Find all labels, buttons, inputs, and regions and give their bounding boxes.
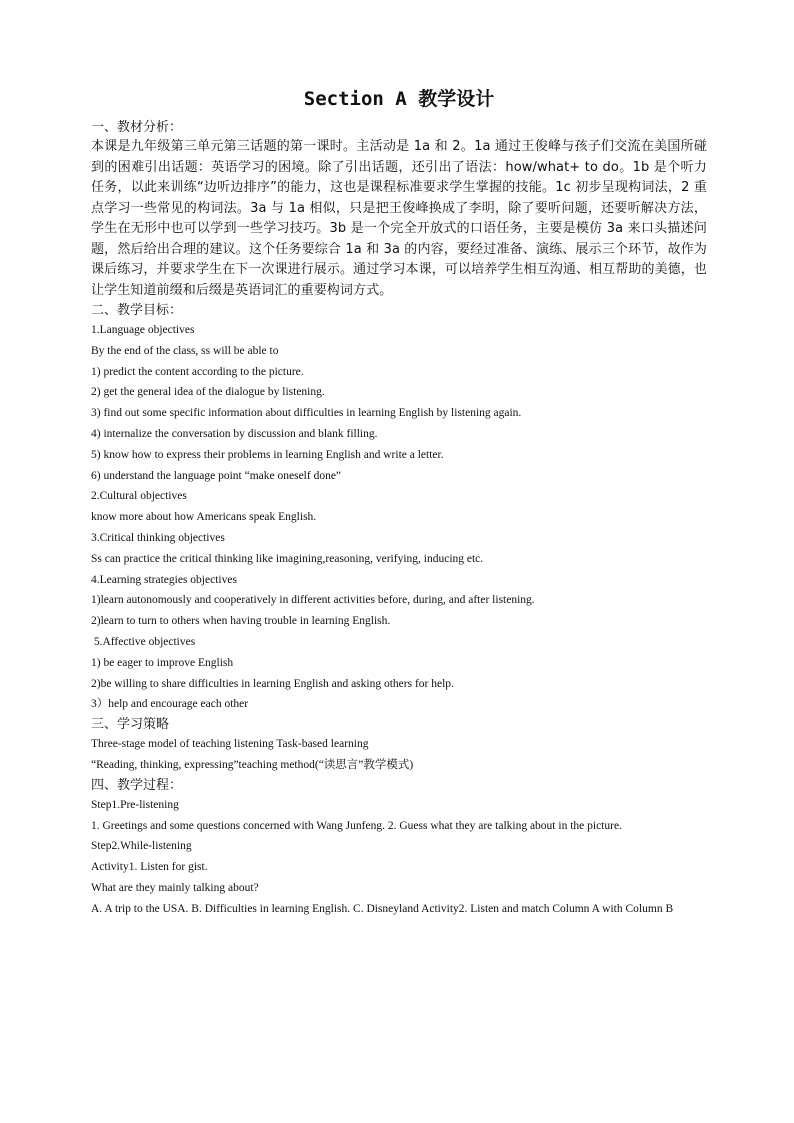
objective-line: 2)learn to turn to others when having trouble in learning English. bbox=[91, 615, 391, 628]
title-en: Section A bbox=[303, 88, 407, 110]
objective-line: 3) find out some specific information about difficulties in learning English by listening again. bbox=[91, 407, 522, 420]
analysis-paragraph: 本课是九年级第三单元第三话题的第一课时。主活动是 1a 和 2。1a 通过王俊峰与孩子们交流在美国所碰到的困难引出话题：英语学习的困境。除了引出话题，还引出了语法：how/what+ to do。1b 是个听力任务，以此来训练“边听边排序”的能力，这也是课程标准要求学生掌握的技能。1c 初步呈现构词法，2 重点学习一些常见的构词法。3a 与 1a 相似，只是把王俊峰换成了李明，除了要听问题，还要听解决方法，学生在无形中也可以学到一些学习技巧。3b 是一个完全开放式的口语任务，主要是模仿 3a 来口头描述问题，然后给出合理的建议。这个任务要综合 1a 和 3a 的内容，要经过准备、演练、展示三个环节，故作为课后练习，并要求学生在下一次课进行展示。通过学习本课，可以培养学生相互沟通、相互帮助的美德，也让学生知道前缀和后缀是英语词汇的重要构词方式。 bbox=[91, 139, 707, 298]
process-line: What are they mainly talking about? bbox=[91, 881, 259, 894]
objective-line: 2.Cultural objectives bbox=[91, 490, 187, 503]
objective-line: 4.Learning strategies objectives bbox=[91, 573, 237, 586]
process-line: Step1.Pre-listening bbox=[91, 798, 179, 811]
page-title bbox=[91, 88, 707, 110]
objective-line: Ss can practice the critical thinking like imagining,reasoning, verifying, inducing etc. bbox=[91, 552, 484, 565]
objective-line: 1) be eager to improve English bbox=[91, 656, 234, 669]
objective-line: 1)learn autonomously and cooperatively in different activities before, during, and after listening. bbox=[91, 594, 535, 607]
objective-line: 3.Critical thinking objectives bbox=[91, 531, 225, 544]
strategy-line: “Reading, thinking, expressing”teaching method(“读思言”教学模式) bbox=[91, 758, 414, 771]
objective-line: 5.Affective objectives bbox=[91, 635, 196, 648]
objective-line: 2)be willing to share difficulties in learning English and asking others for help. bbox=[91, 677, 454, 690]
objective-line: 6) understand the language point “make oneself done” bbox=[91, 469, 342, 482]
strategy-line: Three-stage model of teaching listening Task-based learning bbox=[91, 738, 369, 751]
objective-line: know more about how Americans speak English. bbox=[91, 511, 317, 524]
objective-line: 4) internalize the conversation by discussion and blank filling. bbox=[91, 427, 378, 440]
objective-line: 3）help and encourage each other bbox=[91, 698, 249, 711]
objective-line: 5) know how to express their problems in learning English and write a letter. bbox=[91, 448, 444, 461]
title-zh: 教学设计 bbox=[418, 88, 495, 110]
objective-line: 1.Language objectives bbox=[91, 324, 195, 336]
document-page bbox=[91, 88, 707, 920]
section-heading-process: 四、教学过程： bbox=[91, 777, 183, 793]
section-heading-objectives: 二、教学目标： bbox=[91, 303, 183, 318]
objective-line: By the end of the class, ss will be able to bbox=[91, 344, 279, 357]
process-line: Step2.While-listening bbox=[91, 840, 192, 853]
objective-line: 2) get the general idea of the dialogue by listening. bbox=[91, 386, 325, 399]
objective-line: 1) predict the content according to the picture. bbox=[91, 365, 304, 378]
process-line: 1. Greetings and some questions concerned with Wang Junfeng. 2. Guess what they are talking about in the picture. bbox=[91, 819, 622, 832]
process-line: Activity1. Listen for gist. bbox=[91, 861, 208, 874]
process-line: A. A trip to the USA. B. Difficulties in learning English. C. Disneyland Activity2. Listen and match Column A with Column B bbox=[91, 902, 674, 915]
section-heading-analysis: 一、教材分析： bbox=[91, 120, 183, 135]
section-heading-strategies: 三、学习策略 bbox=[91, 717, 170, 733]
